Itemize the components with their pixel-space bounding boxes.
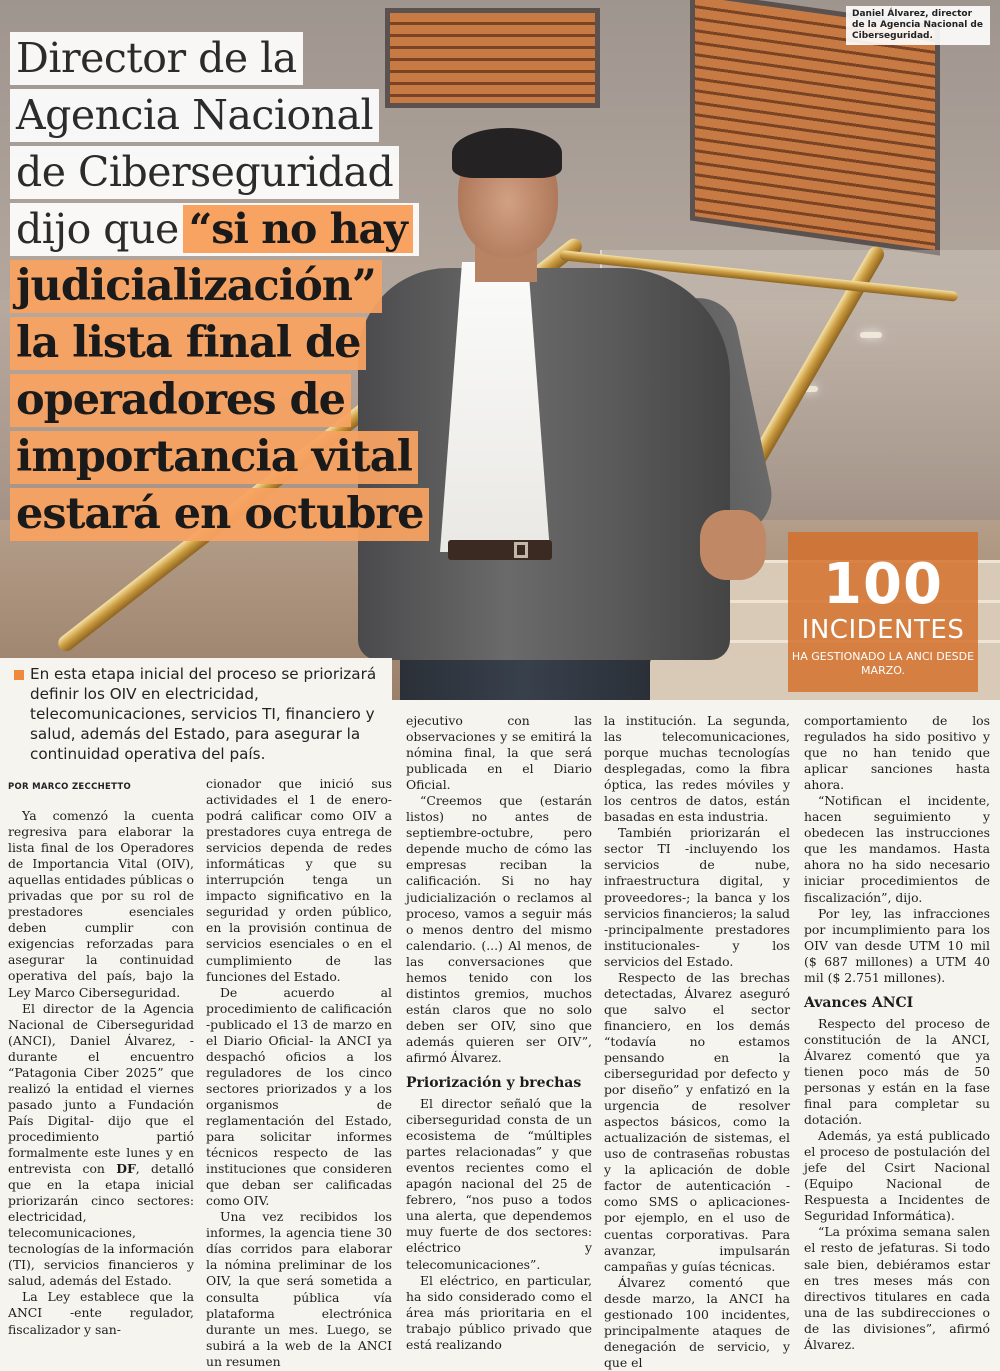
subheading: Avances ANCI: [804, 994, 914, 1011]
headline-line-4a: dijo que: [16, 205, 179, 253]
stat-label: INCIDENTES: [801, 615, 965, 645]
df-mention: DF: [116, 1161, 136, 1177]
byline: POR MARCO ZECCHETTO: [8, 782, 132, 792]
headline: [10, 32, 440, 545]
lede-bullet-square: [14, 670, 24, 680]
paragraph: Respecto de las brechas detectadas, Álvarez aseguró que salvo el sector financiero, en los demás “todavía no estamos pensando en la ciberseguridad por defecto y por diseño” y enfatizó en la urgencia de resolver aspectos básicos, como la actualización de sistemas, el uso de contraseñas robustas y la aplicación de doble factor de autenticación -como SMS o aplicaciones- por ejemplo, en el uso de cuentas corporativas. Para avanzar, impulsarán campañas y guías técnicas.: [604, 969, 790, 1274]
paragraph: La Ley establece que la ANCI -ente regulador, fiscalizador y san-: [8, 1289, 194, 1337]
paragraph: “La próxima semana salen el resto de jefaturas. Si todo sale bien, debiéramos estar en tres meses más con directivos titulares en cada una de las subdirecciones o de las divisiones”, afirmó Álvarez.: [804, 1224, 990, 1352]
headline-line-2: Agencia Nacional: [10, 89, 379, 142]
paragraph: Por ley, las infracciones por incumplimiento para los OIV van desde UTM 10 mil ($ 687 millones) a UTM 40 mil ($ 2.751 millones).: [804, 905, 990, 985]
column-3: [406, 713, 592, 1353]
paragraph: Ya comenzó la cuenta regresiva para elaborar la lista final de los Operadores de Importancia Vital (OIV), aquellas entidades públicas o privadas que por su rol de prestadores esenciales deben cumplir con exigencias reforzadas para asegurar la continuidad operativa del país, bajo la Ley Marco Ciberseguridad.: [8, 808, 194, 1000]
stat-box: [788, 532, 978, 692]
stat-sublabel: HA GESTIONADO LA ANCI DESDE MARZO.: [791, 650, 975, 677]
paragraph: “Notifican el incidente, hacen seguimiento y obedecen las instrucciones que les mandamos. Hasta ahora no ha sido necesario iniciar procedimientos de fiscalización”, dijo.: [804, 793, 990, 905]
paragraph: De acuerdo al procedimiento de calificación -publicado el 13 de marzo en el Diario Oficial- la ANCI ya despachó oficios a los reguladores de los cinco sectores priorizados y a los organismos de reglamentación del Estado, para solicitar informes técnicos respecto de las instituciones que consideren que deban ser calificadas como OIV.: [206, 984, 392, 1209]
paragraph-part: El director de la Agencia Nacional de Ciberseguridad (ANCI), Daniel Álvarez, -durante el encuentro “Patagonia Ciber 2025” que realizó la entidad el viernes pasado junto a Fundación País Digital- dijo que el procedimiento partió formalmente este lunes y en entrevista con: [8, 1000, 194, 1177]
paragraph: “Creemos que (estarán listos) no antes de septiembre-octubre, pero depende mucho de cómo las empresas reciban la calificación. Si no hay judicialización o reclamos al proceso, vamos a seguir más o menos dentro del mismo calendario. (...) Al menos, de las conversaciones que hemos tenido con los distintos gremios, muchos están claros que no solo deben ser OIV, sino que además quieren ser OIV”, afirmó Álvarez.: [406, 793, 592, 1065]
paragraph: ejecutivo con las observaciones y se emitirá la nómina final, la que será publicada en el Diario Oficial.: [406, 713, 592, 793]
lede-text: En esta etapa inicial del proceso se priorizará definir los OIV en electricidad, telecomunicaciones, servicios TI, financiero y salud, además del Estado, para asegurar la continuidad operativa del país.: [30, 665, 377, 763]
headline-line-9: estará en octubre: [10, 488, 429, 541]
subheading: Priorización y brechas: [406, 1075, 582, 1092]
headline-line-5: judicialización”: [10, 260, 382, 313]
column-1: [8, 808, 194, 1338]
paragraph: Además, ya está publicado el proceso de postulación del jefe del Csirt Nacional (Equipo Nacional de Respuesta a Incidentes de Seguridad Informática).: [804, 1128, 990, 1224]
paragraph-part: , detalló que en la etapa inicial priorizarán cinco sectores: electricidad, telecomunicaciones, tecnologías de la información (TI), servicios financieros y salud, además del Estado.: [8, 1161, 194, 1289]
headline-line-6: la lista final de: [10, 317, 366, 370]
paragraph: cionador que inició sus actividades el 1 de enero- podrá calificar como OIV a prestadores cuya entrega de servicios dependa de redes informáticas y que su interrupción tenga un impacto significativo en la seguridad y orden público, en la provisión continua de servicios esenciales o en el cumplimiento de las funciones del Estado.: [206, 776, 392, 984]
stat-number: 100: [823, 552, 943, 617]
headline-line-3: de Ciberseguridad: [10, 146, 399, 199]
paragraph: El director señaló que la ciberseguridad consta de un ecosistema de “múltiples partes relacionadas” y que eventos recientes como el apagón nacional del 25 de febrero, “nos puso a todos una alerta, que dependemos muy fuerte de dos sectores: eléctrico y telecomunicaciones”.: [406, 1096, 592, 1272]
column-4: [604, 713, 790, 1371]
paragraph: Una vez recibidos los informes, la agencia tiene 30 días corridos para elaborar la nómina preliminar de los OIV, la que será sometida a consulta pública vía plataforma electrónica durante un mes. Luego, se subirá a la web de la ANCI un resumen: [206, 1209, 392, 1369]
paragraph: El eléctrico, en particular, ha sido considerado como el área más prioritaria en el trabajo público privado que está realizando: [406, 1272, 592, 1352]
headline-line-7: operadores de: [10, 374, 351, 427]
paragraph: [8, 1001, 194, 1290]
headline-line-1: Director de la: [10, 32, 303, 85]
paragraph: También priorizarán el sector TI -incluyendo los servicios de nube, infraestructura digital, y proveedores-; la banca y los servicios financieros; la salud -principalmente prestadores institucionales- y los servicios del Estado.: [604, 825, 790, 969]
headline-line-4: [10, 203, 419, 256]
headline-line-8: importancia vital: [10, 431, 418, 484]
paragraph: comportamiento de los regulados ha sido positivo y que no han tenido que aplicar sanciones hasta ahora.: [804, 713, 990, 793]
column-5: [804, 713, 990, 1353]
paragraph: la institución. La segunda, las telecomunicaciones, porque muchas tecnologías desplegadas, como la fibra óptica, las redes móviles y los centros de datos, están basadas en esta industria.: [604, 713, 790, 825]
paragraph: Álvarez comentó que desde marzo, la ANCI ha gestionado 100 incidentes, principalmente ataques de denegación de servicio, y que el: [604, 1274, 790, 1370]
lede: [0, 658, 392, 766]
headline-line-4b: “si no hay: [183, 205, 413, 253]
photo-caption: Daniel Álvarez, director de la Agencia Nacional de Ciberseguridad.: [846, 6, 990, 45]
column-2: [206, 776, 392, 1370]
paragraph: Respecto del proceso de constitución de la ANCI, Álvarez comentó que ya tienen poco más de 50 personas y están en la fase final para completar su dotación.: [804, 1015, 990, 1128]
